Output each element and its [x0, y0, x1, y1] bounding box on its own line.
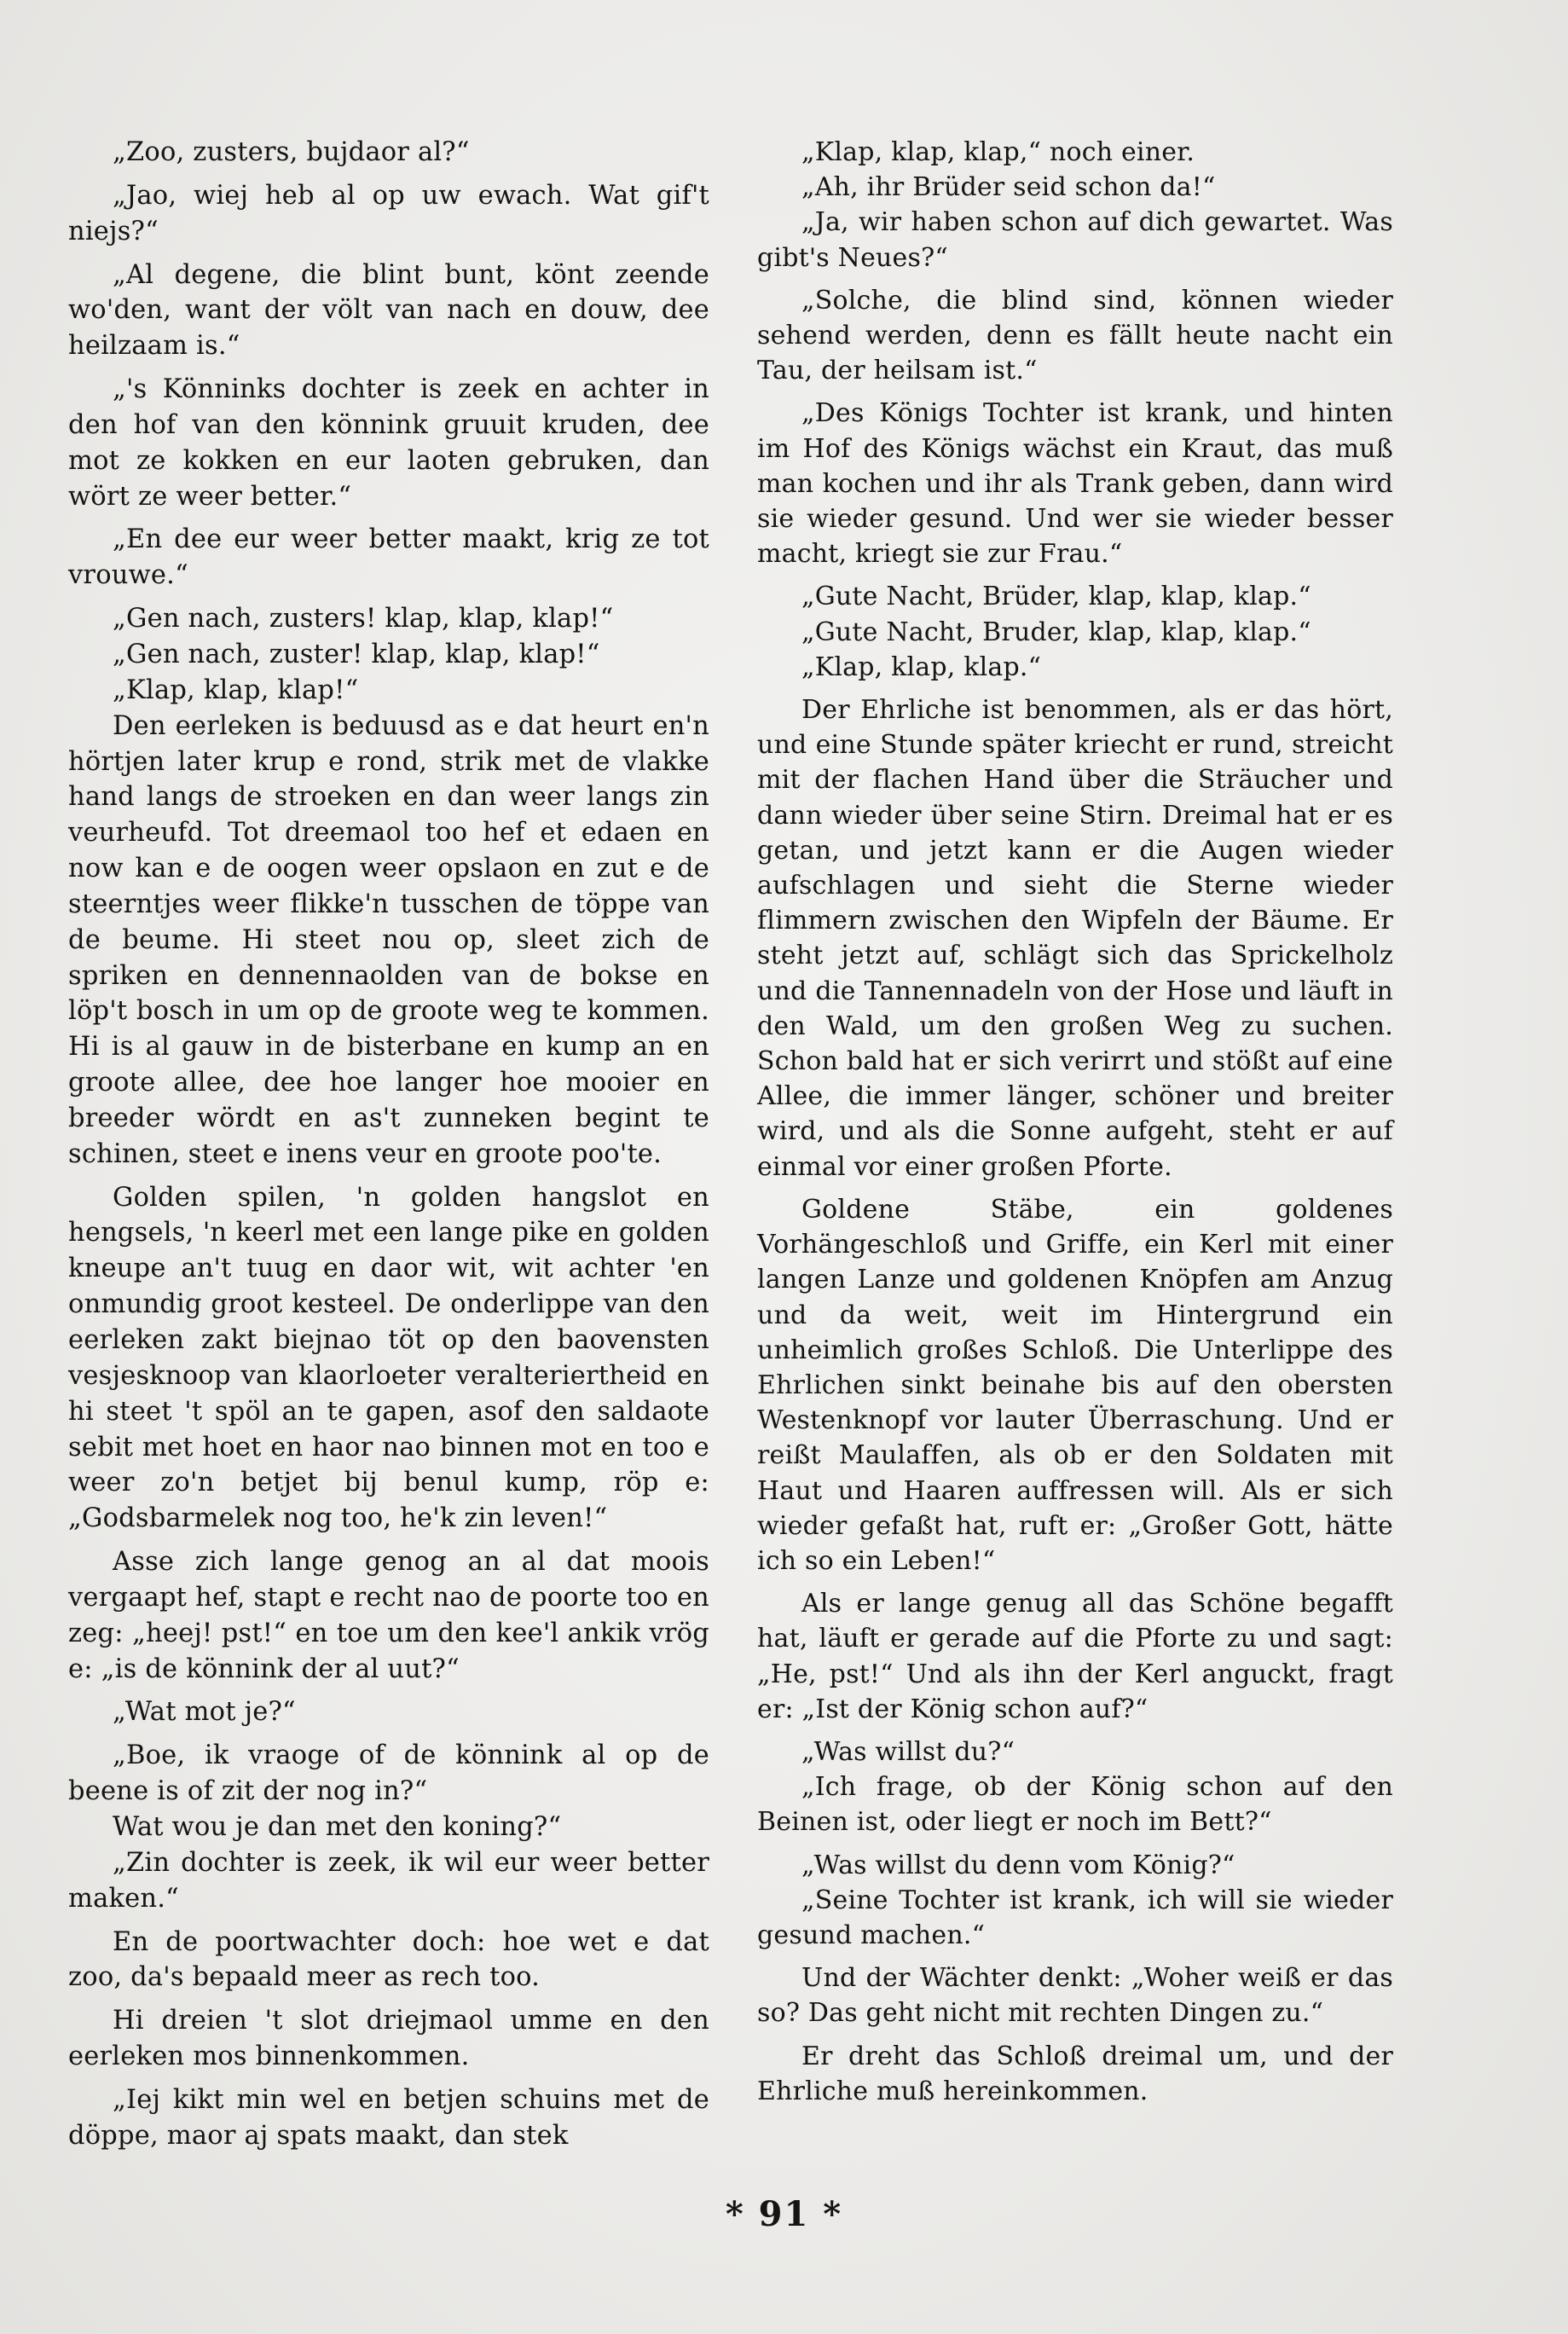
paragraph: Er dreht das Schloß dreimal um, und der Ehrliche muß hereinkommen. — [757, 2041, 1393, 2106]
paragraph: Und der Wächter denkt: „Woher weiß er das so? Das geht nicht mit rechten Dingen zu.“ — [757, 1963, 1393, 2029]
paragraph: „Gute Nacht, Brüder, klap, klap, klap.“ — [801, 582, 1311, 612]
page-number: * 91 * — [725, 2194, 843, 2234]
paragraph: „En dee eur weer better maakt, krig ze tot vrouwe.“ — [68, 524, 709, 591]
left-column-dutch-text — [68, 135, 709, 2162]
paragraph: „Ich frage, ob der König schon auf den Beinen ist, oder liegt er noch im Bett?“ — [757, 1772, 1393, 1838]
paragraph: „Was willst du?“ — [801, 1736, 1015, 1767]
paragraph: „Des Königs Tochter ist krank, und hinten im Hof des Königs wächst ein Kraut, das muß man kochen und ihr als Trank geben, dann wird sie wieder gesund. Und wer sie wieder besser macht, kriegt sie zur Frau.“ — [757, 398, 1393, 570]
paragraph: „Seine Tochter ist krank, ich will sie wieder gesund machen.“ — [757, 1885, 1393, 1950]
paragraph: Golden spilen, 'n golden hangslot en hengsels, 'n keerl met een lange pike en golden kneupe an't tuug en daor wit, wit achter 'en onmundig groot kesteel. De onderlippe van den eerleken zakt biejnao töt op den baovensten vesjesknoop van klaorloeter veralteriertheid en hi steet 't spöl an te gapen, asof den saldaote sebit met hoet en haor nao binnen mot en too e weer zo'n betjet bij benul kump, röp e: „Godsbarmelek nog too, he'k zin leven!“ — [68, 1182, 709, 1534]
paragraph: „Boe, ik vraoge of de könnink al op de beene is of zit der nog in?“ — [68, 1740, 709, 1807]
paragraph: „Ah, ihr Brüder seid schon da!“ — [801, 172, 1216, 203]
paragraph: „Klap, klap, klap,“ noch einer. — [801, 137, 1195, 167]
paragraph: Den eerleken is beduusd as e dat heurt en'n hörtjen later krup e rond, strik met de vlakke hand langs de stroeken en dan weer langs zin veurheufd. Tot dreemaol too hef et edaen en now kan e de oogen weer opslaon en zut e de steerntjes weer flikke'n tusschen de töppe van de beume. Hi steet nou op, sleet zich de spriken en dennennaolden van de bokse en löp't bosch in um op de groote weg te kommen. Hi is al gauw in de bisterbane en kump an en groote allee, dee hoe langer hoe mooier en breeder wördt en as't zunneken begint te schinen, steet e inens veur en groote poo'te. — [68, 710, 709, 1169]
paragraph: „Wat mot je?“ — [113, 1697, 296, 1728]
paragraph: „Iej kikt min wel en betjen schuins met de döppe, maor aj spats maakt, dan stek — [68, 2084, 709, 2151]
paragraph: „Jao, wiej heb al op uw ewach. Wat gif't niejs?“ — [68, 180, 709, 246]
paragraph: „Solche, die blind sind, können wieder sehend werden, denn es fällt heute nacht ein Tau, der heilsam ist.“ — [757, 285, 1393, 386]
paragraph: „Gute Nacht, Bruder, klap, klap, klap.“ — [801, 617, 1311, 647]
paragraph: Wat wou je dan met den koning?“ — [113, 1811, 562, 1842]
right-column-german-text — [757, 135, 1393, 2117]
paragraph: „Al degene, die blint bunt, könt zeende wo'den, want der völt van nach en douw, dee heilzaam is.“ — [68, 259, 709, 362]
paragraph: „Klap, klap, klap.“ — [801, 652, 1042, 682]
paragraph: „Klap, klap, klap!“ — [113, 675, 359, 705]
paragraph: „Gen nach, zuster! klap, klap, klap!“ — [113, 639, 600, 669]
paragraph: En de poortwachter doch: hoe wet e dat zoo, da's bepaald meer as rech too. — [68, 1926, 709, 1993]
paragraph: „Zin dochter is zeek, ik wil eur weer better maken.“ — [68, 1847, 709, 1914]
paragraph: „'s Könninks dochter is zeek en achter in den hof van den könnink gruuit kruden, dee mot ze kokken en eur laoten gebruken, dan wört ze weer better.“ — [68, 374, 709, 512]
paragraph: Der Ehrliche ist benommen, als er das hört, und eine Stunde später kriecht er rund, streicht mit der flachen Hand über die Sträucher und dann wieder über seine Stirn. Dreimal hat er es getan, und jetzt kann er die Augen wieder aufschlagen und sieht die Sterne wieder flimmern zwischen den Wipfeln der Bäume. Er steht jetzt auf, schlägt sich das Sprickelholz und die Tannennadeln von der Hose und läuft in den Wald, um den großen Weg zu suchen. Schon bald hat er sich verirrt und stößt auf eine Allee, die immer länger, schöner und breiter wird, und als die Sonne aufgeht, steht er auf einmal vor einer großen Pforte. — [757, 695, 1393, 1182]
paragraph: „Ja, wir haben schon auf dich gewartet. Was gibt's Neues?“ — [757, 207, 1393, 273]
paragraph: „Zoo, zusters, bujdaor al?“ — [113, 137, 470, 167]
paragraph: Hi dreien 't slot driejmaol umme en den eerleken mos binnenkommen. — [68, 2006, 709, 2072]
paragraph: Als er lange genug all das Schöne begafft hat, läuft er gerade auf die Pforte zu und sagt: „He, pst!“ Und als ihn der Kerl anguckt, fragt er: „Ist der König schon auf?“ — [757, 1589, 1393, 1724]
paragraph: Asse zich lange genog an al dat moois vergaapt hef, stapt e recht nao de poorte too en zeg: „heej! pst!“ en toe um den kee'l ankik vrög e: „is de könnink der al uut?“ — [68, 1547, 709, 1684]
paragraph: Goldene Stäbe, ein goldenes Vorhängeschloß und Griffe, ein Kerl mit einer langen Lanze und goldenen Knöpfen am Anzug und da weit, weit im Hintergrund ein unheimlich großes Schloß. Die Unterlippe des Ehrlichen sinkt beinahe bis auf den obersten Westenknopf vor lauter Überraschung. Und er reißt Maulaffen, als ob er den Soldaten mit Haut und Haaren auffressen will. Als er sich wieder gefaßt hat, ruft er: „Großer Gott, hätte ich so ein Leben!“ — [757, 1194, 1393, 1576]
paragraph: „Was willst du denn vom König?“ — [801, 1850, 1235, 1880]
paragraph: „Gen nach, zusters! klap, klap, klap!“ — [113, 604, 614, 634]
